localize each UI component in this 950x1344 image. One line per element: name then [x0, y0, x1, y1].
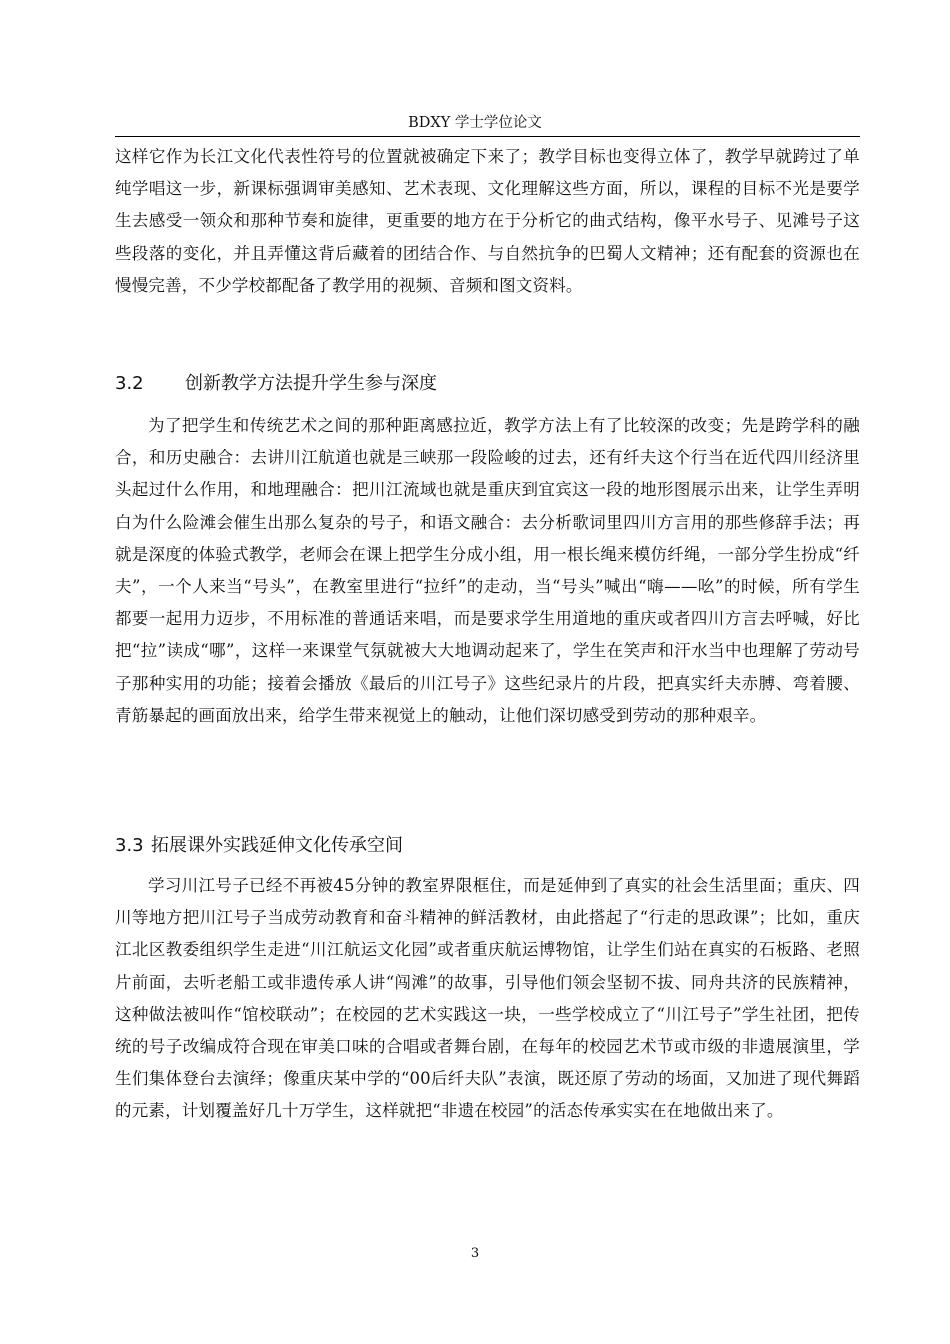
header-rule — [115, 136, 860, 137]
body-paragraph-continuation: 这样它作为长江文化代表性符号的位置就被确定下来了；教学目标也变得立体了，教学早就跨过了单纯学唱这一步，新课标强调审美感知、艺术表现、文化理解这些方面，所以，课程的目标不光是要学生去感受一领众和那种节奏和旋律，更重要的地方在于分析它的曲式结构，像平水号子、见滩号子这些段落的变化，并且弄懂这背后藏着的团结合作、与自然抗争的巴蜀人文精神；还有配套的资源也在慢慢完善，不少学校都配备了教学用的视频、音频和图文资料。 — [115, 147, 860, 295]
section-heading-3-2 — [115, 371, 437, 397]
section-title: 创新教学方法提升学生参与深度 — [185, 373, 437, 394]
section-number: 3.2 — [115, 373, 144, 394]
body-paragraph-3-3: 学习川江号子已经不再被45分钟的教室界限框住，而是延伸到了真实的社会生活里面；重庆、四川等地方把川江号子当成劳动教育和奋斗精神的鲜活教材，由此搭起了“行走的思政课”；比如，重庆江北区教委组织学生走进“川江航运文化园”或者重庆航运博物馆，让学生们站在真实的石板路、老照片前面，去听老船工或非遗传承人讲“闯滩”的故事，引导他们领会坚韧不拔、同舟共济的民族精神，这种做法被叫作“馆校联动”；在校园的艺术实践这一块，一些学校成立了“川江号子”学生社团，把传统的号子改编成符合现在审美口味的合唱或者舞台剧，在每年的校园艺术节或市级的非遗展演里，学生们集体登台去演绎；像重庆某中学的“00后纤夫队”表演，既还原了劳动的场面，又加进了现代舞蹈的元素，计划覆盖好几十万学生，这样就把“非遗在校园”的活态传承实实在在地做出来了。 — [115, 876, 860, 1121]
section-title: 拓展课外实践延伸文化传承空间 — [151, 835, 403, 856]
section-number: 3.3 — [115, 835, 144, 856]
page-number: 3 — [470, 1246, 480, 1261]
body-paragraph-3-2: 为了把学生和传统艺术之间的那种距离感拉近，教学方法上有了比较深的改变；先是跨学科的融合，和历史融合：去讲川江航道也就是三峡那一段险峻的过去，还有纤夫这个行当在近代四川经济里头起过什么作用，和地理融合：把川江流域也就是重庆到宜宾这一段的地形图展示出来，让学生弄明白为什么险滩会催生出那么复杂的号子，和语文融合：去分析歌词里四川方言用的那些修辞手法；再就是深度的体验式教学，老师会在课上把学生分成小组，用一根长绳来模仿纤绳，一部分学生扮成“纤夫”，一个人来当“号头”，在教室里进行“拉纤”的走动，当“号头”喊出“嗨——吆”的时候，所有学生都要一起用力迈步，不用标准的普通话来唱，而是要求学生用道地的重庆或者四川方言去呼喊，好比把“拉”读成“哪”，这样一来课堂气氛就被大大地调动起来了，学生在笑声和汗水当中也理解了劳动号子那种实用的功能；接着会播放《最后的川江号子》这些纪录片的片段，把真实纤夫赤膊、弯着腰、青筋暴起的画面放出来，给学生带来视觉上的触动，让他们深切感受到劳动的那种艰辛。 — [115, 416, 860, 725]
running-header: BDXY 学士学位论文 — [408, 115, 542, 131]
section-heading-3-3 — [115, 833, 403, 859]
